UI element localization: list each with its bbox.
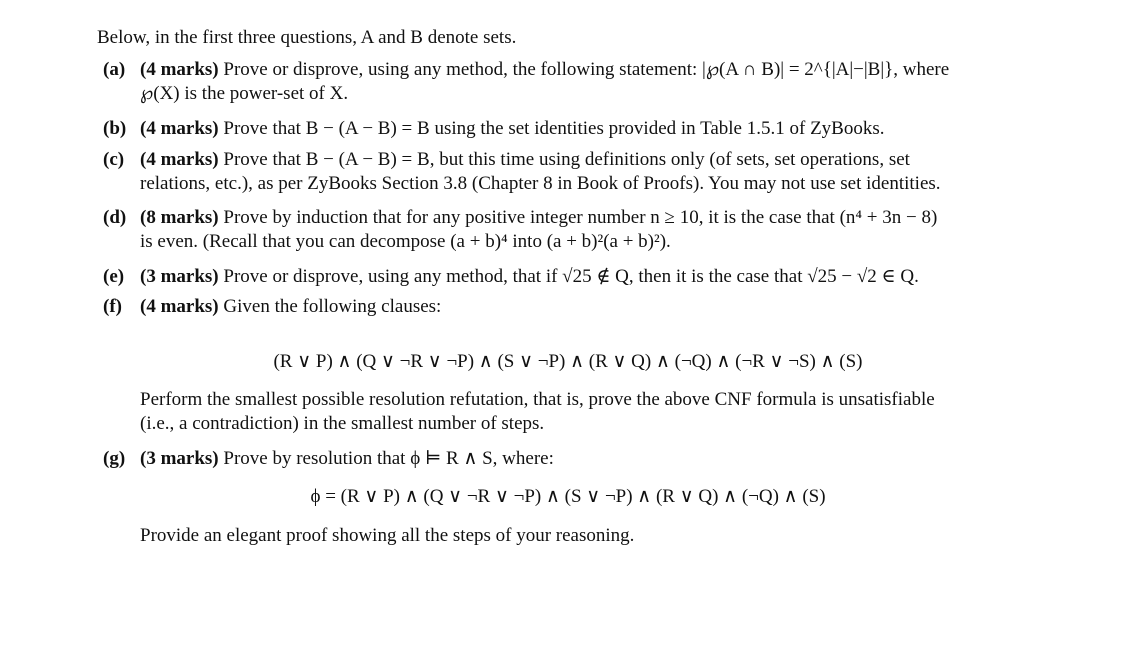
paragraph-g: Provide an elegant proof showing all the steps of your reasoning.: [140, 525, 635, 546]
question-text: Prove or disprove, using any method, that if √25 ∉ Q, then it is the case that √25 − √2 ∈ Q.: [223, 266, 919, 287]
question-c: [103, 148, 1043, 196]
question-text: Prove by induction that for any positive integer number n ≥ 10, it is the case that (n⁴ + 3n − 8): [223, 207, 938, 228]
question-g: [103, 447, 1043, 471]
question-text-continued: is even. (Recall that you can decompose (a + b)⁴ into (a + b)²(a + b)²).: [140, 231, 671, 252]
question-text: Prove that B − (A − B) = B, but this time using definitions only (of sets, set operations, set: [223, 149, 910, 170]
question-text-continued: ℘(X) is the power-set of X.: [140, 83, 349, 104]
paragraph-line: Perform the smallest possible resolution refutation, that is, prove the above CNF formula is unsatisfiable: [140, 389, 935, 410]
formula-cnf: (R ∨ P) ∧ (Q ∨ ¬R ∨ ¬P) ∧ (S ∨ ¬P) ∧ (R ∨ Q) ∧ (¬Q) ∧ (¬R ∨ ¬S) ∧ (S): [273, 351, 863, 372]
question-marks: (4 marks): [140, 149, 219, 170]
question-marks: (8 marks): [140, 207, 219, 228]
question-label: (d): [103, 207, 127, 228]
question-marks: (4 marks): [140, 118, 219, 139]
question-marks: (3 marks): [140, 448, 219, 469]
question-marks: (3 marks): [140, 266, 219, 287]
intro-text: Below, in the first three questions, A and B denote sets.: [97, 27, 517, 48]
question-text: Prove or disprove, using any method, the following statement: |℘(A ∩ B)| = 2^{|A|−|B|}, where: [223, 59, 950, 80]
question-text: Given the following clauses:: [223, 296, 442, 317]
formula-phi: ϕ = (R ∨ P) ∧ (Q ∨ ¬R ∨ ¬P) ∧ (S ∨ ¬P) ∧ (R ∨ Q) ∧ (¬Q) ∧ (S): [310, 486, 826, 507]
question-marks: (4 marks): [140, 296, 219, 317]
question-label: (b): [103, 118, 127, 139]
question-d: [103, 206, 1043, 254]
question-label: (f): [103, 296, 122, 317]
question-text-continued: relations, etc.), as per ZyBooks Section 3.8 (Chapter 8 in Book of Proofs). You may not use set identities.: [140, 173, 941, 194]
question-text: Prove by resolution that ϕ ⊨ R ∧ S, where:: [223, 448, 554, 469]
question-label: (a): [103, 59, 126, 80]
question-label: (e): [103, 266, 125, 287]
question-b: [103, 117, 1043, 141]
paragraph-f: [140, 388, 1045, 436]
question-f: [103, 295, 1043, 319]
paragraph-line: (i.e., a contradiction) in the smallest number of steps.: [140, 413, 545, 434]
question-text: Prove that B − (A − B) = B using the set identities provided in Table 1.5.1 of ZyBooks.: [223, 118, 885, 139]
question-marks: (4 marks): [140, 59, 219, 80]
question-e: [103, 265, 1043, 289]
question-label: (g): [103, 448, 126, 469]
question-a: [103, 58, 1043, 106]
question-label: (c): [103, 149, 125, 170]
